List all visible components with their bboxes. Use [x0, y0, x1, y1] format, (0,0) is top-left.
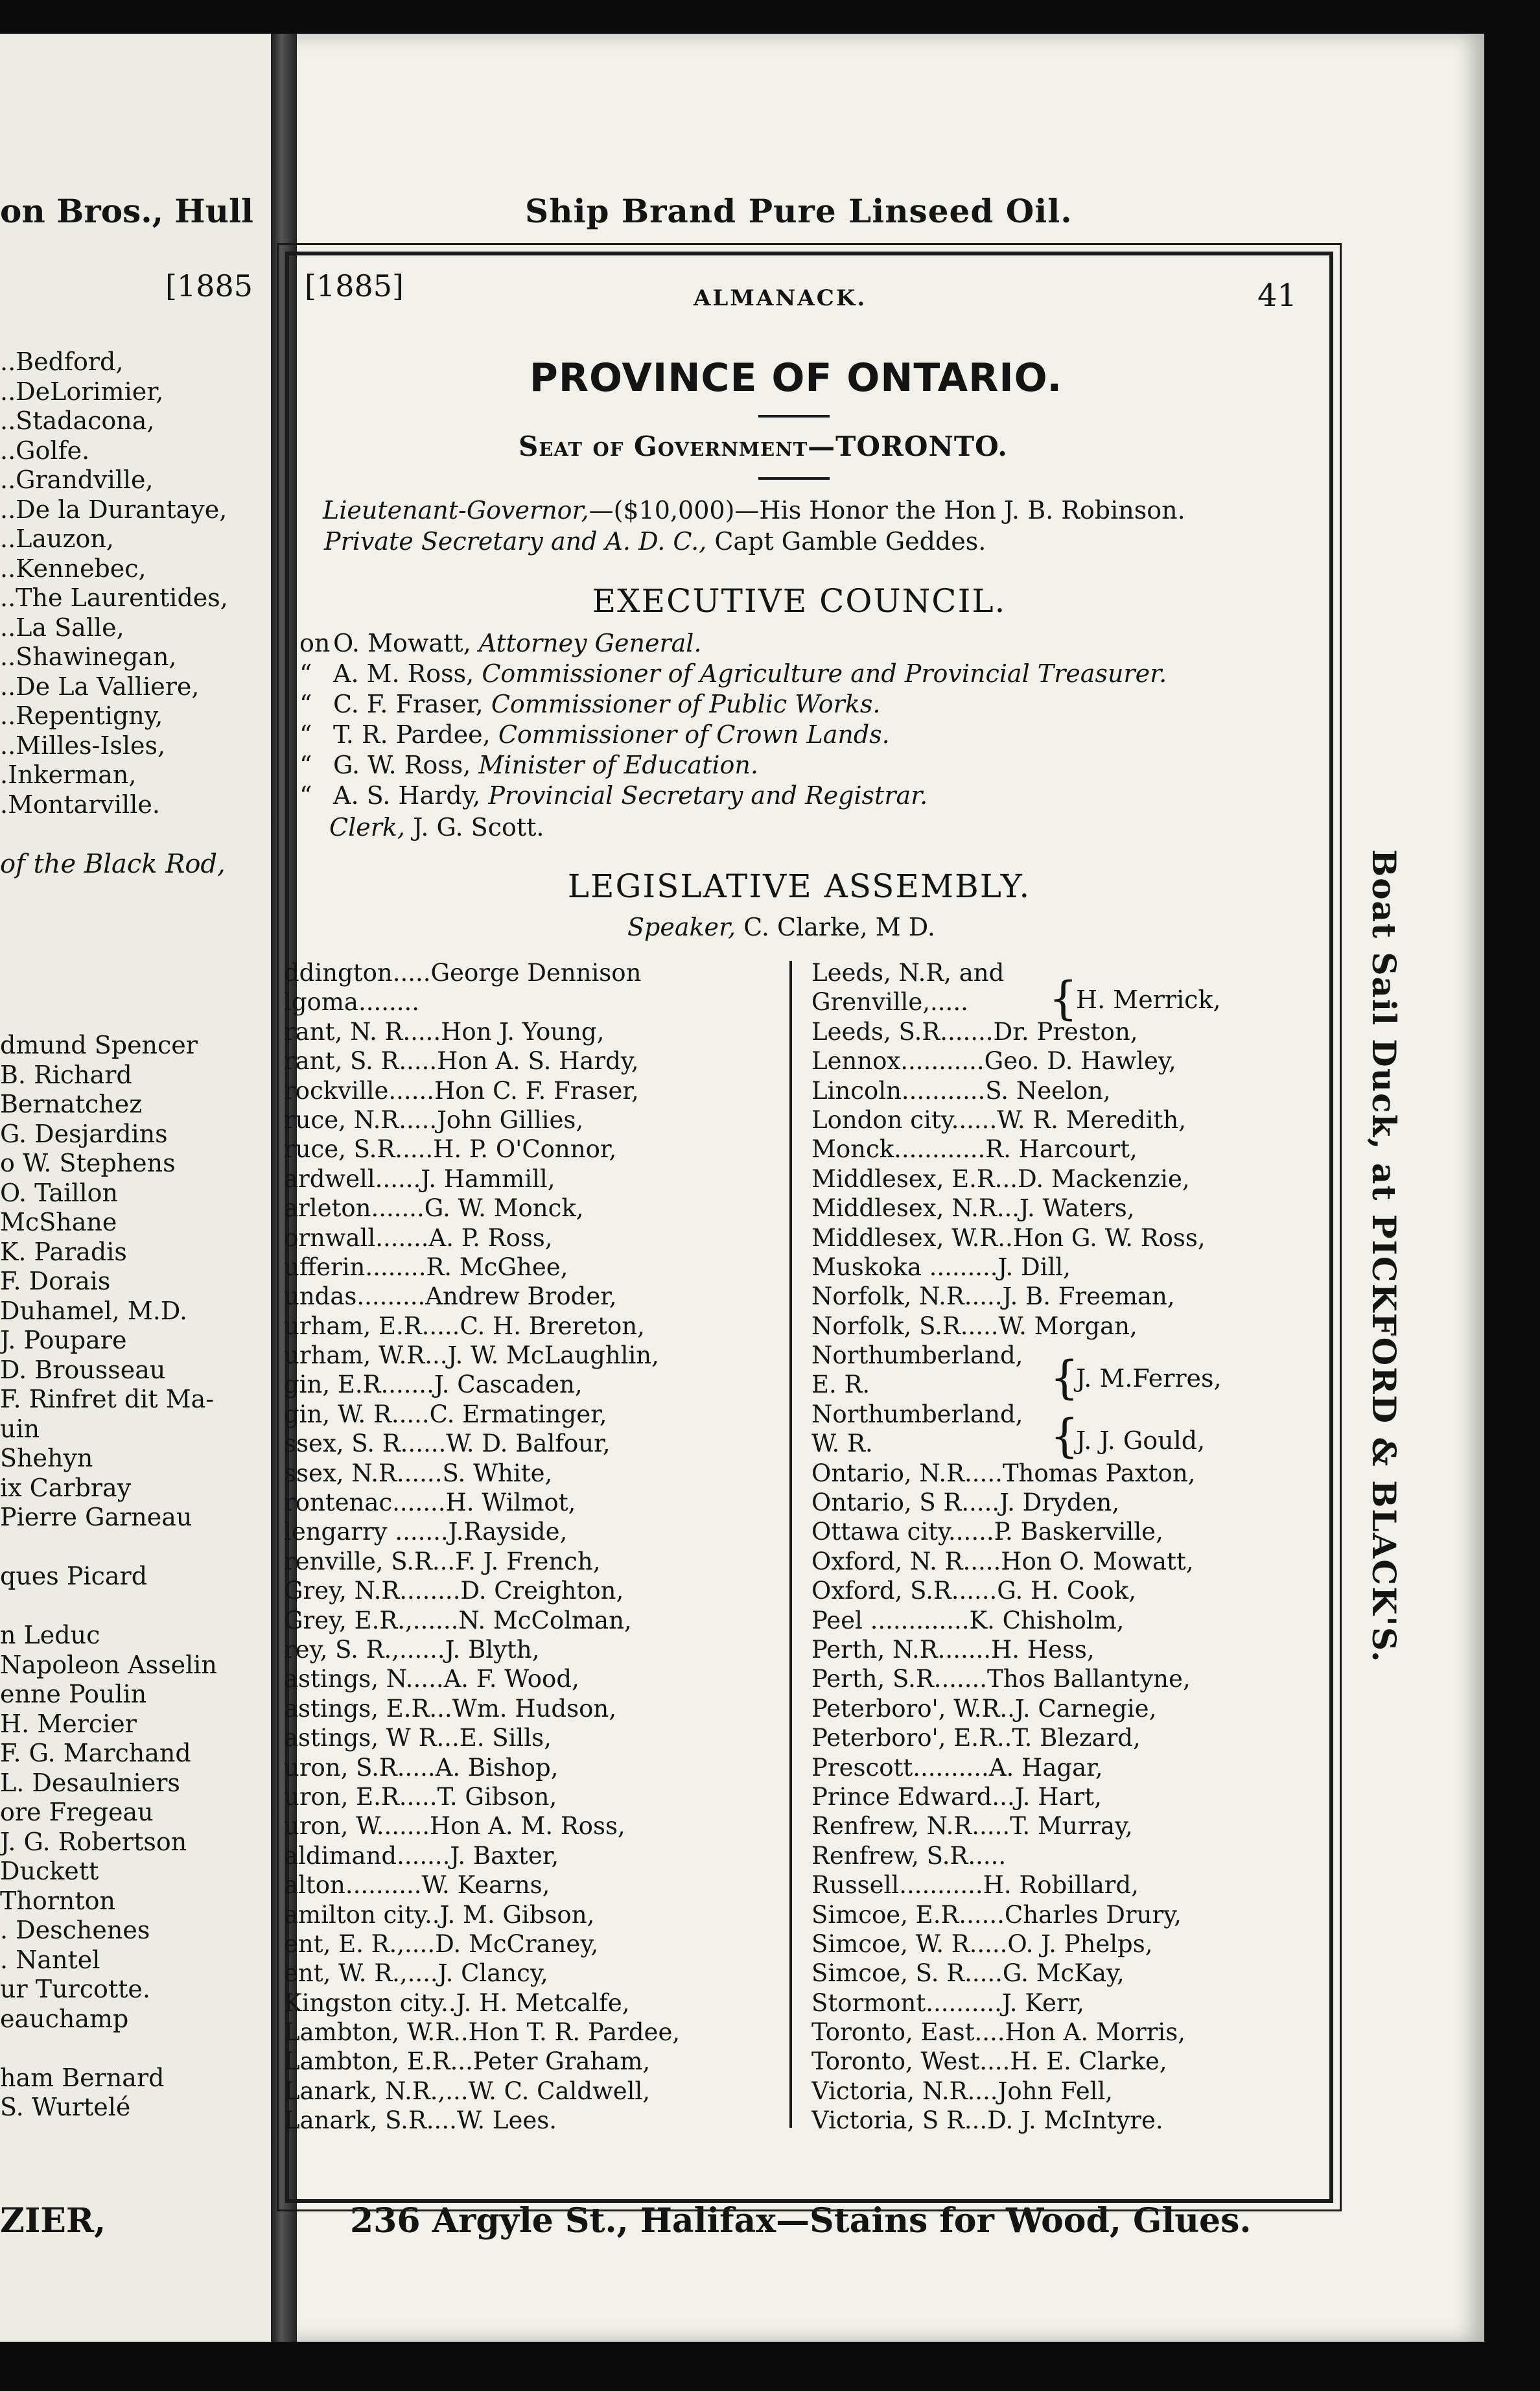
constituency-row: lengarry .......J.Rayside, — [284, 1518, 568, 1546]
constituency-row: ruce, N.R.....John Gillies, — [284, 1105, 584, 1134]
constituency-row: amilton city..J. M. Gibson, — [284, 1900, 595, 1929]
constituency-row: Oxford, N. R.....Hon O. Mowatt, — [811, 1547, 1194, 1575]
name-row: D. Brousseau — [0, 1355, 166, 1384]
member-name: G. W. Ross, — [333, 751, 471, 779]
constituency-row: Lanark, S.R....W. Lees. — [284, 2106, 557, 2135]
name-row: uin — [0, 1414, 40, 1443]
column-divider — [789, 961, 792, 2128]
constituency-row: astings, E.R...Wm. Hudson, — [284, 1694, 616, 1723]
constituency-row: Prince Edward...J. Hart, — [811, 1782, 1102, 1811]
constituency-row: Lanark, N.R.,...W. C. Caldwell, — [284, 2077, 651, 2105]
constituency-row: Simcoe, S. R.....G. McKay, — [811, 1959, 1125, 1988]
ditto-mark: on — [299, 629, 331, 657]
constituency-row: Monck............R. Harcourt, — [811, 1135, 1138, 1164]
executive-member — [299, 781, 928, 810]
constituency-row: Leeds, S.R.......Dr. Preston, — [811, 1017, 1138, 1046]
constituency-row: Russell...........H. Robillard, — [811, 1871, 1139, 1900]
constituency-row: rey, S. R.,......J. Blyth, — [284, 1635, 540, 1664]
constituency-row: ent, W. R.,....J. Clancy, — [284, 1959, 548, 1988]
ditto-mark: “ — [299, 781, 312, 810]
name-row: ur Turcotte. — [0, 1975, 150, 2003]
constituency-row: Lincoln...........S. Neelon, — [811, 1076, 1111, 1105]
division-row: ..Milles-Isles, — [0, 731, 166, 760]
constituency-row: Peterboro', E.R..T. Blezard, — [811, 1724, 1141, 1752]
title-rule — [758, 415, 830, 418]
name-row: dmund Spencer — [0, 1031, 198, 1059]
clerk — [329, 813, 544, 842]
name-row: Duhamel, M.D. — [0, 1296, 188, 1325]
header-year: [1885] — [305, 268, 404, 303]
constituency-row: Grey, E.R.,......N. McColman, — [284, 1606, 632, 1634]
speaker — [627, 913, 935, 941]
name-row: F. Rinfret dit Ma- — [0, 1385, 215, 1413]
constituency-row: Perth, N.R.......H. Hess, — [811, 1635, 1095, 1664]
name-row: ham Bernard — [0, 2063, 165, 2092]
constituency-row: Renfrew, N.R.....T. Murray, — [811, 1812, 1133, 1841]
name-row: Duckett — [0, 1857, 99, 1885]
name-row: Shehyn — [0, 1444, 93, 1472]
name-row: Bernatchez — [0, 1090, 143, 1118]
constituency-row: Peel .............K. Chisholm, — [811, 1606, 1125, 1634]
division-row: ..Kennebec, — [0, 554, 146, 583]
member-name: A. M. Ross, — [333, 659, 474, 688]
name-row: K. Paradis — [0, 1237, 127, 1266]
lt-gov-value: —($10,000)—His Honor the Hon J. B. Robinson. — [589, 496, 1185, 524]
name-row: H. Mercier — [0, 1709, 137, 1738]
constituency-row: Ontario, N.R.....Thomas Paxton, — [811, 1459, 1196, 1487]
member-name: T. R. Pardee, — [333, 720, 491, 749]
name-row: o W. Stephens — [0, 1149, 176, 1177]
division-row: ..Grandville, — [0, 465, 154, 494]
constituency-row: ssex, S. R......W. D. Balfour, — [284, 1430, 611, 1458]
constituency-row: undas.........Andrew Broder, — [284, 1282, 617, 1311]
member-name: C. F. Fraser, — [333, 690, 484, 718]
division-row: ..De la Durantaye, — [0, 495, 228, 524]
constituency-row: aldimand.......J. Baxter, — [284, 1841, 559, 1870]
ad-bottom: 236 Argyle St., Halifax—Stains for Wood, Glues. — [350, 2201, 1252, 2241]
executive-member — [299, 659, 1167, 688]
division-row: ..Golfe. — [0, 436, 90, 465]
braced-member-2: J. M.Ferres, — [1076, 1364, 1222, 1393]
constituency-row: W. R. — [811, 1430, 873, 1458]
division-row: ..Repentigny, — [0, 701, 163, 730]
constituency-row: alton..........W. Kearns, — [284, 1871, 550, 1900]
constituency-row: Victoria, N.R....John Fell, — [811, 2077, 1114, 2105]
name-row: F. G. Marchand — [0, 1739, 191, 1767]
constituency-row: ornwall.......A. P. Ross, — [284, 1223, 553, 1252]
constituency-row: Norfolk, S.R.....W. Morgan, — [811, 1312, 1138, 1340]
constituency-row: Victoria, S R...D. J. McIntyre. — [811, 2106, 1163, 2135]
secretary-label: Private Secretary and A. D. C., — [324, 527, 707, 556]
province-title: PROVINCE OF ONTARIO. — [529, 355, 1063, 401]
braced-member-1: H. Merrick, — [1076, 985, 1221, 1014]
constituency-row: urham, W.R...J. W. McLaughlin, — [284, 1341, 659, 1370]
constituency-row: Norfolk, N.R.....J. B. Freeman, — [811, 1282, 1175, 1311]
clerk-value: J. G. Scott. — [405, 813, 544, 842]
lt-gov-label: Lieutenant-Governor, — [323, 496, 589, 524]
clerk-label: Clerk, — [329, 813, 405, 842]
constituency-row: urham, E.R.....C. H. Brereton, — [284, 1312, 645, 1340]
member-office: Attorney General. — [471, 629, 702, 657]
ad-top: Ship Brand Pure Linseed Oil. — [525, 192, 1073, 230]
executive-member — [299, 629, 702, 657]
constituency-row: rockville......Hon C. F. Fraser, — [284, 1076, 639, 1105]
constituency-row: gin, W. R.....C. Ermatinger, — [284, 1400, 607, 1428]
constituency-row: Renfrew, S.R..... — [811, 1841, 1007, 1870]
name-row: . Deschenes — [0, 1916, 150, 1944]
constituency-row: rant, N. R.....Hon J. Young, — [284, 1017, 605, 1046]
division-row: ..Bedford, — [0, 347, 124, 376]
name-row: McShane — [0, 1208, 117, 1236]
constituency-row: Middlesex, N.R...J. Waters, — [811, 1194, 1135, 1223]
constituency-row: Ontario, S R.....J. Dryden, — [811, 1489, 1120, 1517]
ditto-mark: “ — [299, 659, 312, 688]
name-row: B. Richard — [0, 1060, 132, 1089]
ad-top-left: on Bros., Hull — [0, 192, 254, 230]
name-row: Thornton — [0, 1886, 115, 1915]
constituency-row: Muskoka .........J. Dill, — [811, 1253, 1071, 1281]
name-row: eauchamp — [0, 2004, 129, 2033]
constituency-row: Northumberland, — [811, 1341, 1023, 1370]
speaker-label: Speaker, — [627, 913, 736, 941]
member-office: Commissioner of Agriculture and Provincial Treasurer. — [474, 659, 1167, 688]
assembly-right-column — [811, 958, 1206, 2136]
constituency-row: London city......W. R. Meredith, — [811, 1105, 1187, 1134]
constituency-row: Middlesex, W.R..Hon G. W. Ross, — [811, 1223, 1206, 1252]
name-row — [0, 1533, 217, 1562]
member-name: A. S. Hardy, — [333, 781, 481, 810]
executive-member — [299, 751, 758, 779]
constituency-row: Toronto, West....H. E. Clarke, — [811, 2047, 1167, 2076]
constituency-row: ddington.....George Dennison — [284, 959, 642, 987]
constituency-row: Oxford, S.R......G. H. Cook, — [811, 1577, 1136, 1605]
constituency-row: arleton.......G. W. Monck, — [284, 1194, 584, 1223]
constituency-row: astings, N.....A. F. Wood, — [284, 1665, 579, 1693]
left-page-top-list — [0, 347, 228, 819]
braced-member-3: J. J. Gould, — [1076, 1426, 1206, 1455]
division-row: ..La Salle, — [0, 613, 124, 642]
constituency-row: Grey, N.R........D. Creighton, — [284, 1577, 624, 1605]
constituency-row: uron, S.R.....A. Bishop, — [284, 1753, 559, 1782]
seat-label: Seat of Government — [519, 430, 808, 462]
name-row: enne Poulin — [0, 1680, 147, 1708]
constituency-row: Toronto, East....Hon A. Morris, — [811, 2018, 1186, 2047]
speaker-value: C. Clarke, M D. — [736, 913, 935, 941]
name-row: ques Picard — [0, 1562, 148, 1590]
constituency-row: astings, W R...E. Sills, — [284, 1724, 552, 1752]
constituency-row: E. R. — [811, 1371, 870, 1399]
seat-rule — [758, 477, 830, 480]
name-row: Pierre Garneau — [0, 1503, 192, 1531]
member-office: Commissioner of Public Works. — [483, 690, 881, 718]
name-row: G. Desjardins — [0, 1119, 168, 1148]
constituency-row: Prescott..........A. Hagar, — [811, 1753, 1103, 1782]
constituency-row: lgoma........ — [284, 988, 420, 1017]
assembly-left-column — [284, 958, 680, 2136]
private-secretary — [324, 527, 986, 556]
page-number: 41 — [1257, 277, 1298, 314]
ditto-mark: “ — [299, 690, 312, 718]
name-row: O. Taillon — [0, 1178, 118, 1207]
constituency-row: ardwell......J. Hammill, — [284, 1164, 555, 1193]
seat-value: —TORONTO. — [808, 430, 1008, 462]
left-page-year: [1885 — [165, 268, 253, 303]
name-row: L. Desaulniers — [0, 1768, 180, 1797]
constituency-row: Perth, S.R.......Thos Ballantyne, — [811, 1665, 1191, 1693]
member-name: O. Mowatt, — [333, 629, 471, 657]
name-row: J. G. Robertson — [0, 1827, 187, 1856]
constituency-row: Peterboro', W.R..J. Carnegie, — [811, 1694, 1157, 1723]
executive-title: EXECUTIVE COUNCIL. — [592, 582, 1007, 620]
constituency-row: Lambton, W.R..Hon T. R. Pardee, — [284, 2018, 681, 2047]
division-row: ..The Laurentides, — [0, 583, 228, 612]
constituency-row: renville, S.R...F. J. French, — [284, 1547, 601, 1575]
left-page-names — [0, 1031, 217, 2123]
division-row: .Inkerman, — [0, 760, 137, 789]
constituency-row: Simcoe, W. R.....O. J. Phelps, — [811, 1929, 1153, 1958]
name-row: n Leduc — [0, 1621, 100, 1649]
constituency-row: Leeds, N.R, and — [811, 959, 1005, 987]
constituency-row: uron, E.R.....T. Gibson, — [284, 1782, 557, 1811]
lieutenant-governor — [323, 496, 1185, 524]
brace: { — [1050, 1351, 1079, 1404]
constituency-row: rant, S. R.....Hon A. S. Hardy, — [284, 1047, 639, 1076]
brace: { — [1049, 972, 1078, 1025]
black-rod-line: of the Black Rod, — [0, 849, 226, 879]
name-row — [0, 1592, 217, 1621]
division-row: .Montarville. — [0, 790, 160, 819]
division-row: ..De La Valliere, — [0, 672, 200, 701]
name-row: F. Dorais — [0, 1267, 111, 1295]
constituency-row: gin, E.R.......J. Cascaden, — [284, 1371, 583, 1399]
assembly-title: LEGISLATIVE ASSEMBLY. — [567, 867, 1031, 905]
name-row: . Nantel — [0, 1945, 100, 1974]
constituency-row: rontenac.......H. Wilmot, — [284, 1489, 576, 1517]
constituency-row: Lambton, E.R...Peter Graham, — [284, 2047, 651, 2076]
name-row: ore Fregeau — [0, 1798, 154, 1826]
constituency-row: Lennox...........Geo. D. Hawley, — [811, 1047, 1176, 1076]
division-row: ..Stadacona, — [0, 406, 155, 435]
header-title: ALMANACK. — [694, 285, 867, 311]
division-row: ..DeLorimier, — [0, 377, 164, 406]
brace: { — [1050, 1409, 1079, 1463]
constituency-row: uron, W.......Hon A. M. Ross, — [284, 1812, 625, 1841]
constituency-row: Stormont..........J. Kerr, — [811, 1988, 1084, 2017]
constituency-row: ssex, N.R......S. White, — [284, 1459, 553, 1487]
member-office: Minister of Education. — [471, 751, 758, 779]
constituency-row: ufferin........R. McGhee, — [284, 1253, 568, 1281]
name-row — [0, 2034, 217, 2064]
name-row: ix Carbray — [0, 1473, 132, 1502]
member-office: Provincial Secretary and Registrar. — [480, 781, 928, 810]
constituency-row: Simcoe, E.R......Charles Drury, — [811, 1900, 1182, 1929]
constituency-row: Middlesex, E.R...D. Mackenzie, — [811, 1164, 1190, 1193]
seat-of-government — [519, 430, 1008, 462]
division-row: ..Shawinegan, — [0, 642, 177, 671]
member-office: Commissioner of Crown Lands. — [490, 720, 890, 749]
constituency-row: Northumberland, — [811, 1400, 1023, 1428]
executive-member — [299, 690, 880, 718]
name-row: Napoleon Asselin — [0, 1650, 217, 1679]
constituency-row: ruce, S.R.....H. P. O'Connor, — [284, 1135, 617, 1164]
constituency-row: Ottawa city......P. Baskerville, — [811, 1518, 1163, 1546]
ad-bottom-left: ZIER, — [0, 2201, 106, 2241]
constituency-row: Kingston city..J. H. Metcalfe, — [284, 1988, 630, 2017]
ditto-mark: “ — [299, 720, 312, 749]
constituency-row: Grenville,..... — [811, 988, 968, 1017]
constituency-row: ent, E. R.,....D. McCraney, — [284, 1929, 599, 1958]
division-row: ..Lauzon, — [0, 524, 114, 553]
name-row: J. Poupare — [0, 1326, 127, 1354]
executive-member — [299, 720, 890, 749]
secretary-value: Capt Gamble Geddes. — [706, 527, 986, 556]
ditto-mark: “ — [299, 751, 312, 779]
name-row: S. Wurtelé — [0, 2093, 131, 2121]
